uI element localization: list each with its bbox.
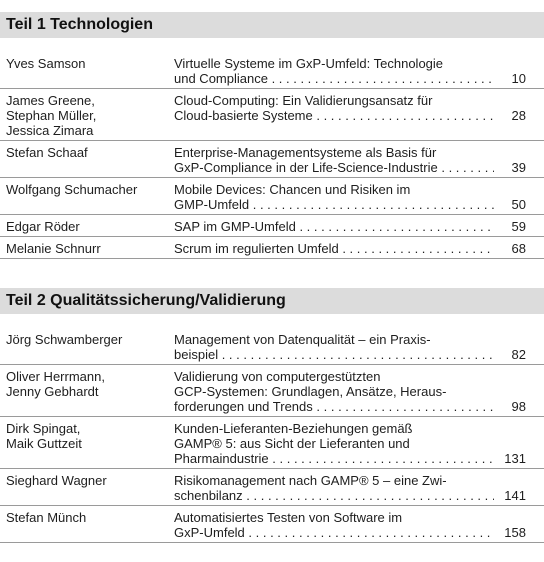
entry-title-line: GCP-Systemen: Grundlagen, Ansätze, Heraus- (174, 384, 447, 399)
entry-title-line: schenbilanz . . . (174, 488, 494, 503)
entry-title (174, 219, 494, 234)
entry-title-line: Pharmaindustrie . . . (174, 451, 494, 466)
section-2-entries (0, 328, 544, 543)
toc-entry[interactable] (0, 469, 544, 506)
entry-page-number: 39 (511, 160, 526, 175)
entry-author: Wolfgang Schumacher (6, 182, 138, 197)
toc-entry[interactable] (0, 328, 544, 365)
entry-title-line: beispiel . . . (174, 347, 494, 362)
entry-title-line: Scrum im regulierten Umfeld . . . (174, 241, 494, 256)
entry-page-number: 82 (511, 347, 526, 362)
entry-title (174, 332, 494, 362)
entry-page-number: 158 (504, 525, 526, 540)
entry-title (174, 473, 494, 503)
toc-entry[interactable] (0, 141, 544, 178)
entry-title-line: Enterprise-Managementsysteme als Basis für (174, 145, 437, 160)
toc-entry[interactable] (0, 215, 544, 237)
entry-page-number: 141 (504, 488, 526, 503)
entry-author: Stefan Münch (6, 510, 87, 525)
entry-title (174, 182, 494, 212)
entry-author: Melanie Schnurr (6, 241, 101, 256)
section-header: Teil 1 Technologien (0, 12, 544, 38)
entry-title-line: Validierung von computergestützten (174, 369, 381, 384)
entry-title-line: SAP im GMP-Umfeld . . . (174, 219, 494, 234)
entry-title-line: Management von Datenqualität – ein Praxis- (174, 332, 431, 347)
entry-title-line: Virtuelle Systeme im GxP-Umfeld: Technologie (174, 56, 444, 71)
toc-entry[interactable] (0, 365, 544, 417)
entry-author: Oliver Herrmann, Jenny Gebhardt (6, 369, 105, 399)
toc-entry[interactable] (0, 417, 544, 469)
entry-author: Dirk Spingat, Maik Guttzeit (6, 421, 82, 451)
entry-page-number: 131 (504, 451, 526, 466)
toc-entry[interactable] (0, 89, 544, 141)
entry-author: Sieghard Wagner (6, 473, 107, 488)
entry-page-number: 68 (511, 241, 526, 256)
entry-title-line: und Compliance . . . (174, 71, 494, 86)
section-header: Teil 2 Qualitätssicherung/Validierung (0, 288, 544, 314)
entry-author: Stefan Schaaf (6, 145, 88, 160)
entry-title-line: GxP-Compliance in der Life-Science-Industrie . . . (174, 160, 494, 175)
entry-title (174, 421, 494, 466)
entry-title-line: forderungen und Trends . . . (174, 399, 494, 414)
section-1-entries (0, 52, 544, 259)
entry-title (174, 93, 494, 123)
toc-entry[interactable] (0, 178, 544, 215)
toc-entry[interactable] (0, 506, 544, 543)
toc-entry[interactable] (0, 237, 544, 259)
entry-title-line: Automatisiertes Testen von Software im (174, 510, 403, 525)
entry-title-line: GAMP® 5: aus Sicht der Lieferanten und (174, 436, 410, 451)
entry-page-number: 98 (511, 399, 526, 414)
entry-page-number: 28 (511, 108, 526, 123)
entry-title (174, 510, 494, 540)
entry-author: Edgar Röder (6, 219, 80, 234)
entry-title (174, 145, 494, 175)
entry-title-line: Cloud-Computing: Ein Validierungsansatz für (174, 93, 433, 108)
entry-title (174, 241, 494, 256)
entry-author: James Greene, Stephan Müller, Jessica Zimara (6, 93, 97, 138)
entry-title-line: Risikomanagement nach GAMP® 5 – eine Zwi- (174, 473, 447, 488)
entry-page-number: 10 (511, 71, 526, 86)
entry-author: Yves Samson (6, 56, 86, 71)
entry-title-line: Cloud-basierte Systeme . . . (174, 108, 494, 123)
entry-title-line: Mobile Devices: Chancen und Risiken im (174, 182, 411, 197)
entry-title-line: GxP-Umfeld . . . (174, 525, 494, 540)
entry-title-line: GMP-Umfeld . . . (174, 197, 494, 212)
entry-page-number: 59 (511, 219, 526, 234)
entry-title-line: Kunden-Lieferanten-Beziehungen gemäß (174, 421, 413, 436)
entry-page-number: 50 (511, 197, 526, 212)
entry-author: Jörg Schwamberger (6, 332, 123, 347)
entry-title (174, 56, 494, 86)
toc-entry[interactable] (0, 52, 544, 89)
entry-title (174, 369, 494, 414)
